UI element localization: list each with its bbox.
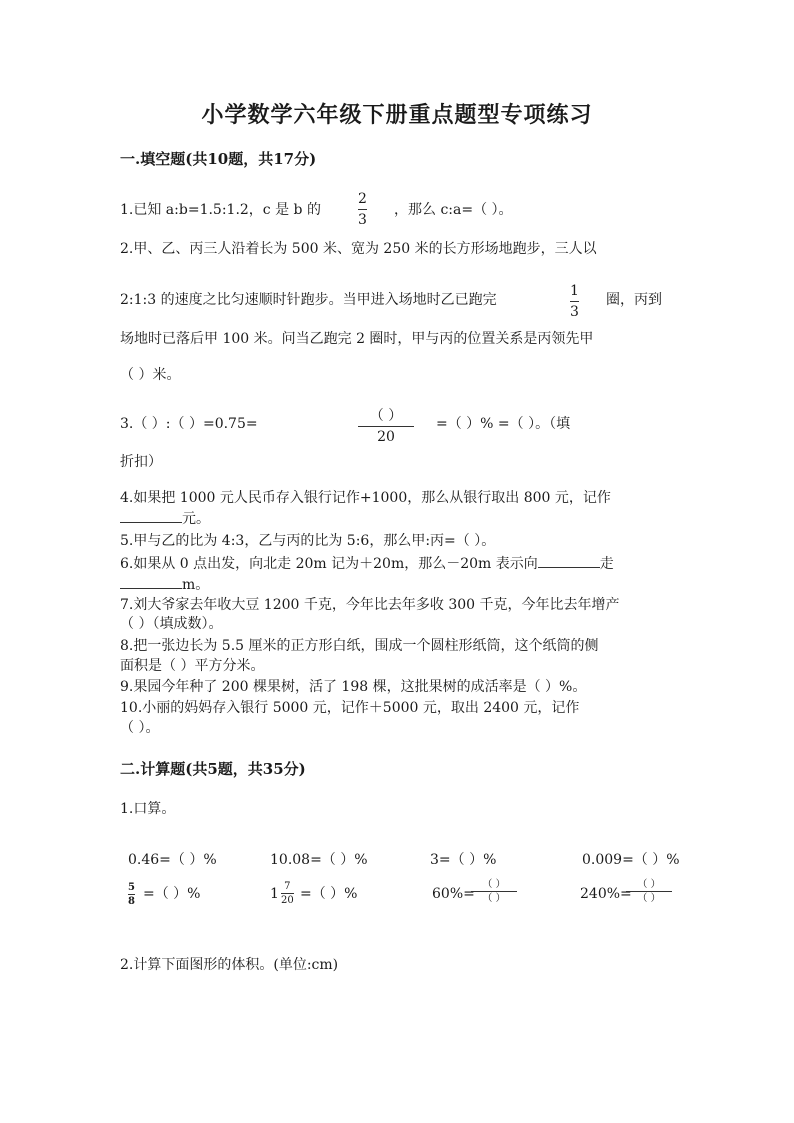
fraction-denominator: 8 [128, 896, 135, 907]
question-1-fraction [358, 191, 367, 228]
question-2-line-1: 2.甲、乙、丙三人沿着长为 500 米、宽为 250 米的长方形场地跑步，三人以 [120, 241, 597, 257]
calc-1-title: 1.口算。 [120, 801, 176, 817]
question-3-fraction [358, 408, 414, 445]
question-6-line-2 [120, 574, 209, 595]
question-1-text: 1.已知 a:b=1.5:1.2，c 是 b 的 [120, 202, 321, 218]
calc-1-whole-1: 1 [270, 886, 279, 902]
fraction-numerator: 2 [358, 191, 367, 207]
question-1-blank[interactable]: ，那么 c:a=（ ）。 [394, 202, 513, 218]
question-6-main: 6.如果从 0 点出发，向北走 20m 记为＋20m，那么－20m 表示向 [120, 556, 538, 572]
fraction-denominator: 20 [281, 895, 294, 906]
fraction-denominator: 3 [358, 212, 367, 228]
question-2-fraction [570, 283, 579, 320]
question-2-line-3: 场地时已落后甲 100 米。问当乙跑完 2 圈时，甲与丙的位置关系是丙领先甲 [120, 331, 594, 347]
calc-1-item-6[interactable]: =（ ）% [300, 886, 358, 902]
question-6-unit: m。 [182, 577, 210, 593]
question-6-walk: 走 [599, 556, 614, 572]
question-10-text: 10.小丽的妈妈存入银行 5000 元，记作＋5000 元，取出 2400 元，记作 [120, 700, 580, 716]
answer-blank[interactable] [120, 574, 182, 589]
calc-1-item-7-fraction[interactable] [471, 879, 517, 904]
question-3-blank[interactable]: =（ ）% =（ ）。（填 [436, 416, 571, 432]
fraction-bar [570, 301, 579, 302]
calc-1-item-8-head: 240%= [580, 886, 632, 902]
page-title: 小学数学六年级下册重点题型专项练习 [201, 102, 593, 128]
section-heading-fill: 一.填空题(共10题，共17分) [120, 150, 317, 168]
answer-blank[interactable] [120, 508, 182, 523]
fraction-bar [128, 894, 135, 895]
fraction-bar [281, 893, 294, 894]
question-4-text: 4.如果把 1000 元人民币存入银行记作+1000，那么从银行取出 800 元，记作 [120, 490, 611, 506]
fraction-denominator: （ ） [637, 893, 661, 904]
question-3-end: 折扣） [120, 454, 162, 470]
question-10-blank[interactable]: （ ）。 [120, 720, 160, 736]
fraction-numerator: 1 [570, 283, 579, 299]
question-8-text: 8.把一张边长为 5.5 厘米的正方形白纸，围成一个圆柱形纸筒，这个纸筒的侧 [120, 638, 599, 654]
question-6-text [120, 553, 614, 574]
fraction-numerator: （ ） [637, 879, 661, 890]
question-8-blank[interactable]: 面积是（ ）平方分米。 [120, 658, 265, 674]
fraction-denominator: 3 [570, 304, 579, 320]
section-heading-calc: 二.计算题(共5题，共35分) [120, 760, 306, 778]
question-9-text: 9.果园今年种了 200 棵果树，活了 198 棵，这批果树的成活率是（ ）%。 [120, 679, 587, 695]
fraction-numerator: （ ） [482, 879, 506, 890]
fraction-denominator: 20 [377, 429, 395, 445]
answer-blank[interactable] [538, 553, 600, 568]
calc-1-item-2[interactable]: 10.08=（ ）% [270, 852, 368, 868]
calc-1-item-1[interactable]: 0.46=（ ）% [128, 852, 217, 868]
question-2-line-2: 2:1:3 的速度之比匀速顺时针跑步。当甲进入场地时乙已跑完 [120, 292, 497, 308]
calc-1-item-7-head: 60%= [432, 886, 475, 902]
fraction-numerator: （ ） [369, 408, 403, 424]
fraction-bar [626, 891, 672, 892]
question-7-text: 7.刘大爷家去年收大豆 1200 千克，今年比去年多收 300 千克，今年比去年增产 [120, 597, 620, 613]
calc-1-item-5[interactable]: =（ ）% [143, 886, 201, 902]
question-2-line-2-end: 圈，丙到 [606, 292, 662, 308]
fraction-numerator: 7 [284, 881, 291, 892]
question-5-text: 5.甲与乙的比为 4:3，乙与丙的比为 5:6，那么甲:丙=（ ）。 [120, 533, 496, 549]
question-2-blank[interactable]: （ ）米。 [120, 367, 181, 383]
question-7-blank[interactable]: （ ）（填成数）。 [120, 616, 223, 632]
question-4-line-2 [120, 508, 210, 529]
calc-1-item-8-fraction[interactable] [626, 879, 672, 904]
question-3-text: 3.（ ）:（ ）=0.75= [120, 416, 258, 432]
calc-1-item-3[interactable]: 3=（ ）% [430, 852, 497, 868]
fraction-bar [358, 426, 414, 427]
fraction-bar [358, 209, 367, 210]
calc-1-item-4[interactable]: 0.009=（ ）% [582, 852, 680, 868]
calc-2-title: 2.计算下面图形的体积。(单位:cm) [120, 957, 339, 973]
calc-1-fraction-7-20 [281, 881, 294, 906]
calc-1-fraction-5-8 [128, 882, 135, 907]
fraction-denominator: （ ） [482, 893, 506, 904]
question-4-unit: 元。 [182, 511, 210, 527]
fraction-numerator: 5 [128, 882, 135, 893]
fraction-bar [471, 891, 517, 892]
